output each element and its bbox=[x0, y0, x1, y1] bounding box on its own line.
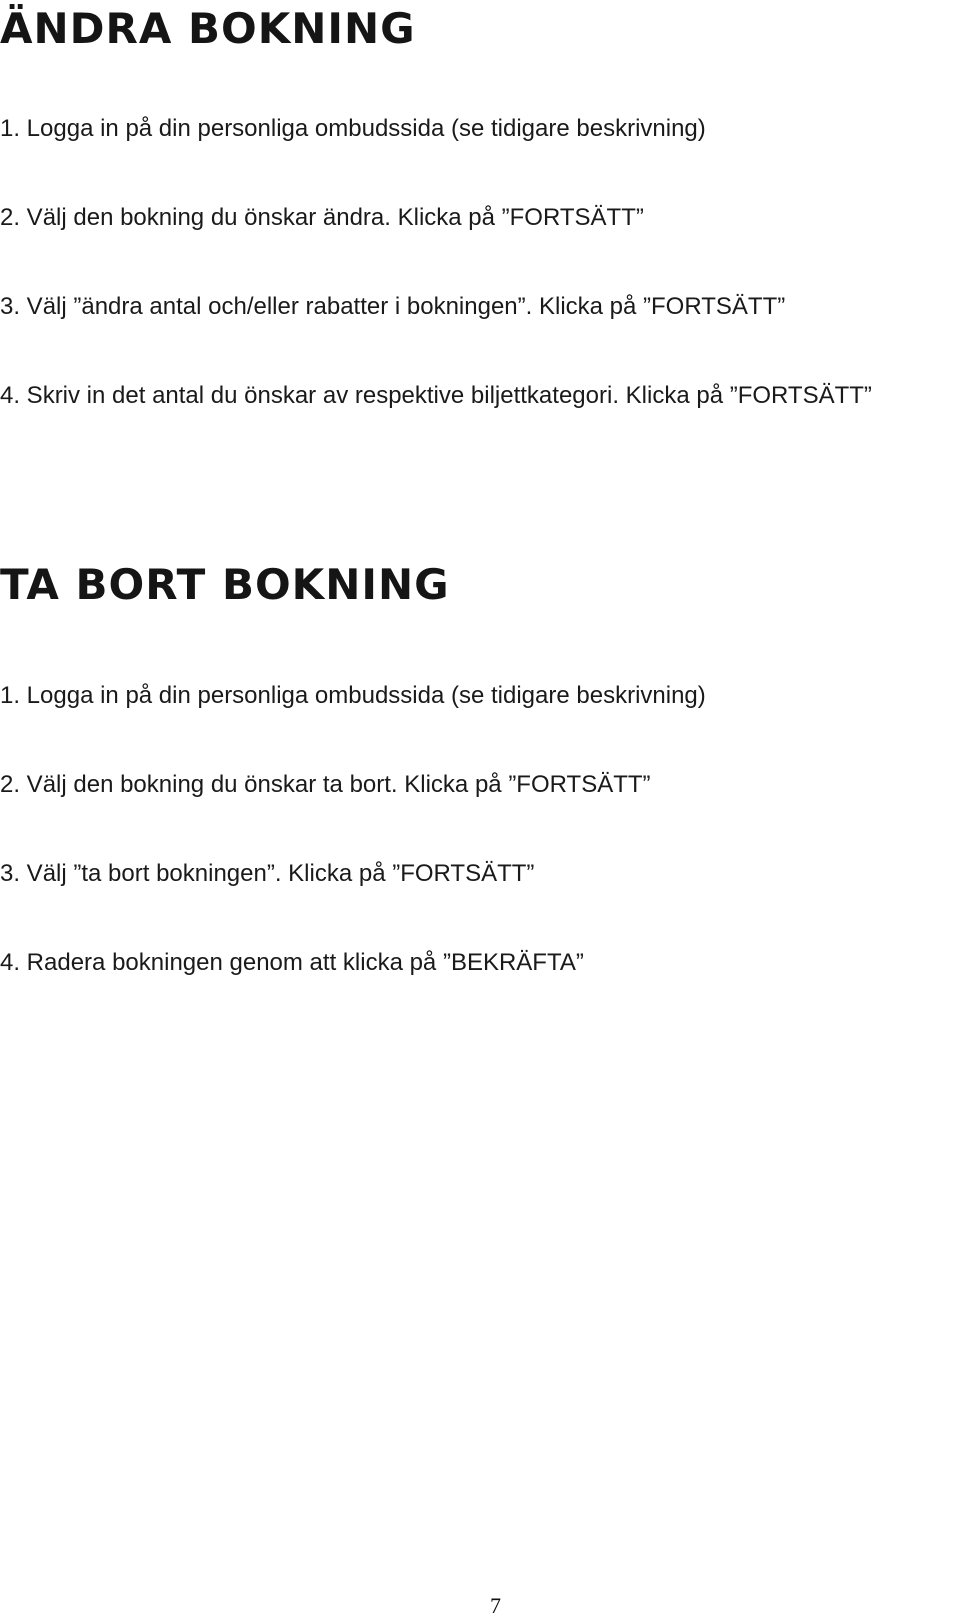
section-heading-ta-bort-bokning: TA BORT BOKNING bbox=[0, 560, 450, 609]
ta-bort-step-3: 3. Välj ”ta bort bokningen”. Klicka på ”FORTSÄTT” bbox=[0, 860, 535, 887]
ta-bort-step-2: 2. Välj den bokning du önskar ta bort. Klicka på ”FORTSÄTT” bbox=[0, 771, 651, 798]
andra-step-2: 2. Välj den bokning du önskar ändra. Klicka på ”FORTSÄTT” bbox=[0, 204, 644, 231]
page-number: 7 bbox=[490, 1593, 501, 1618]
andra-step-1: 1. Logga in på din personliga ombudssida (se tidigare beskrivning) bbox=[0, 115, 706, 142]
andra-step-4: 4. Skriv in det antal du önskar av respektive biljettkategori. Klicka på ”FORTSÄTT” bbox=[0, 382, 872, 409]
section-heading-andra-bokning: ÄNDRA BOKNING bbox=[0, 4, 416, 53]
ta-bort-step-1: 1. Logga in på din personliga ombudssida (se tidigare beskrivning) bbox=[0, 682, 706, 709]
andra-step-3: 3. Välj ”ändra antal och/eller rabatter i bokningen”. Klicka på ”FORTSÄTT” bbox=[0, 293, 786, 320]
ta-bort-step-4: 4. Radera bokningen genom att klicka på ”BEKRÄFTA” bbox=[0, 949, 584, 976]
